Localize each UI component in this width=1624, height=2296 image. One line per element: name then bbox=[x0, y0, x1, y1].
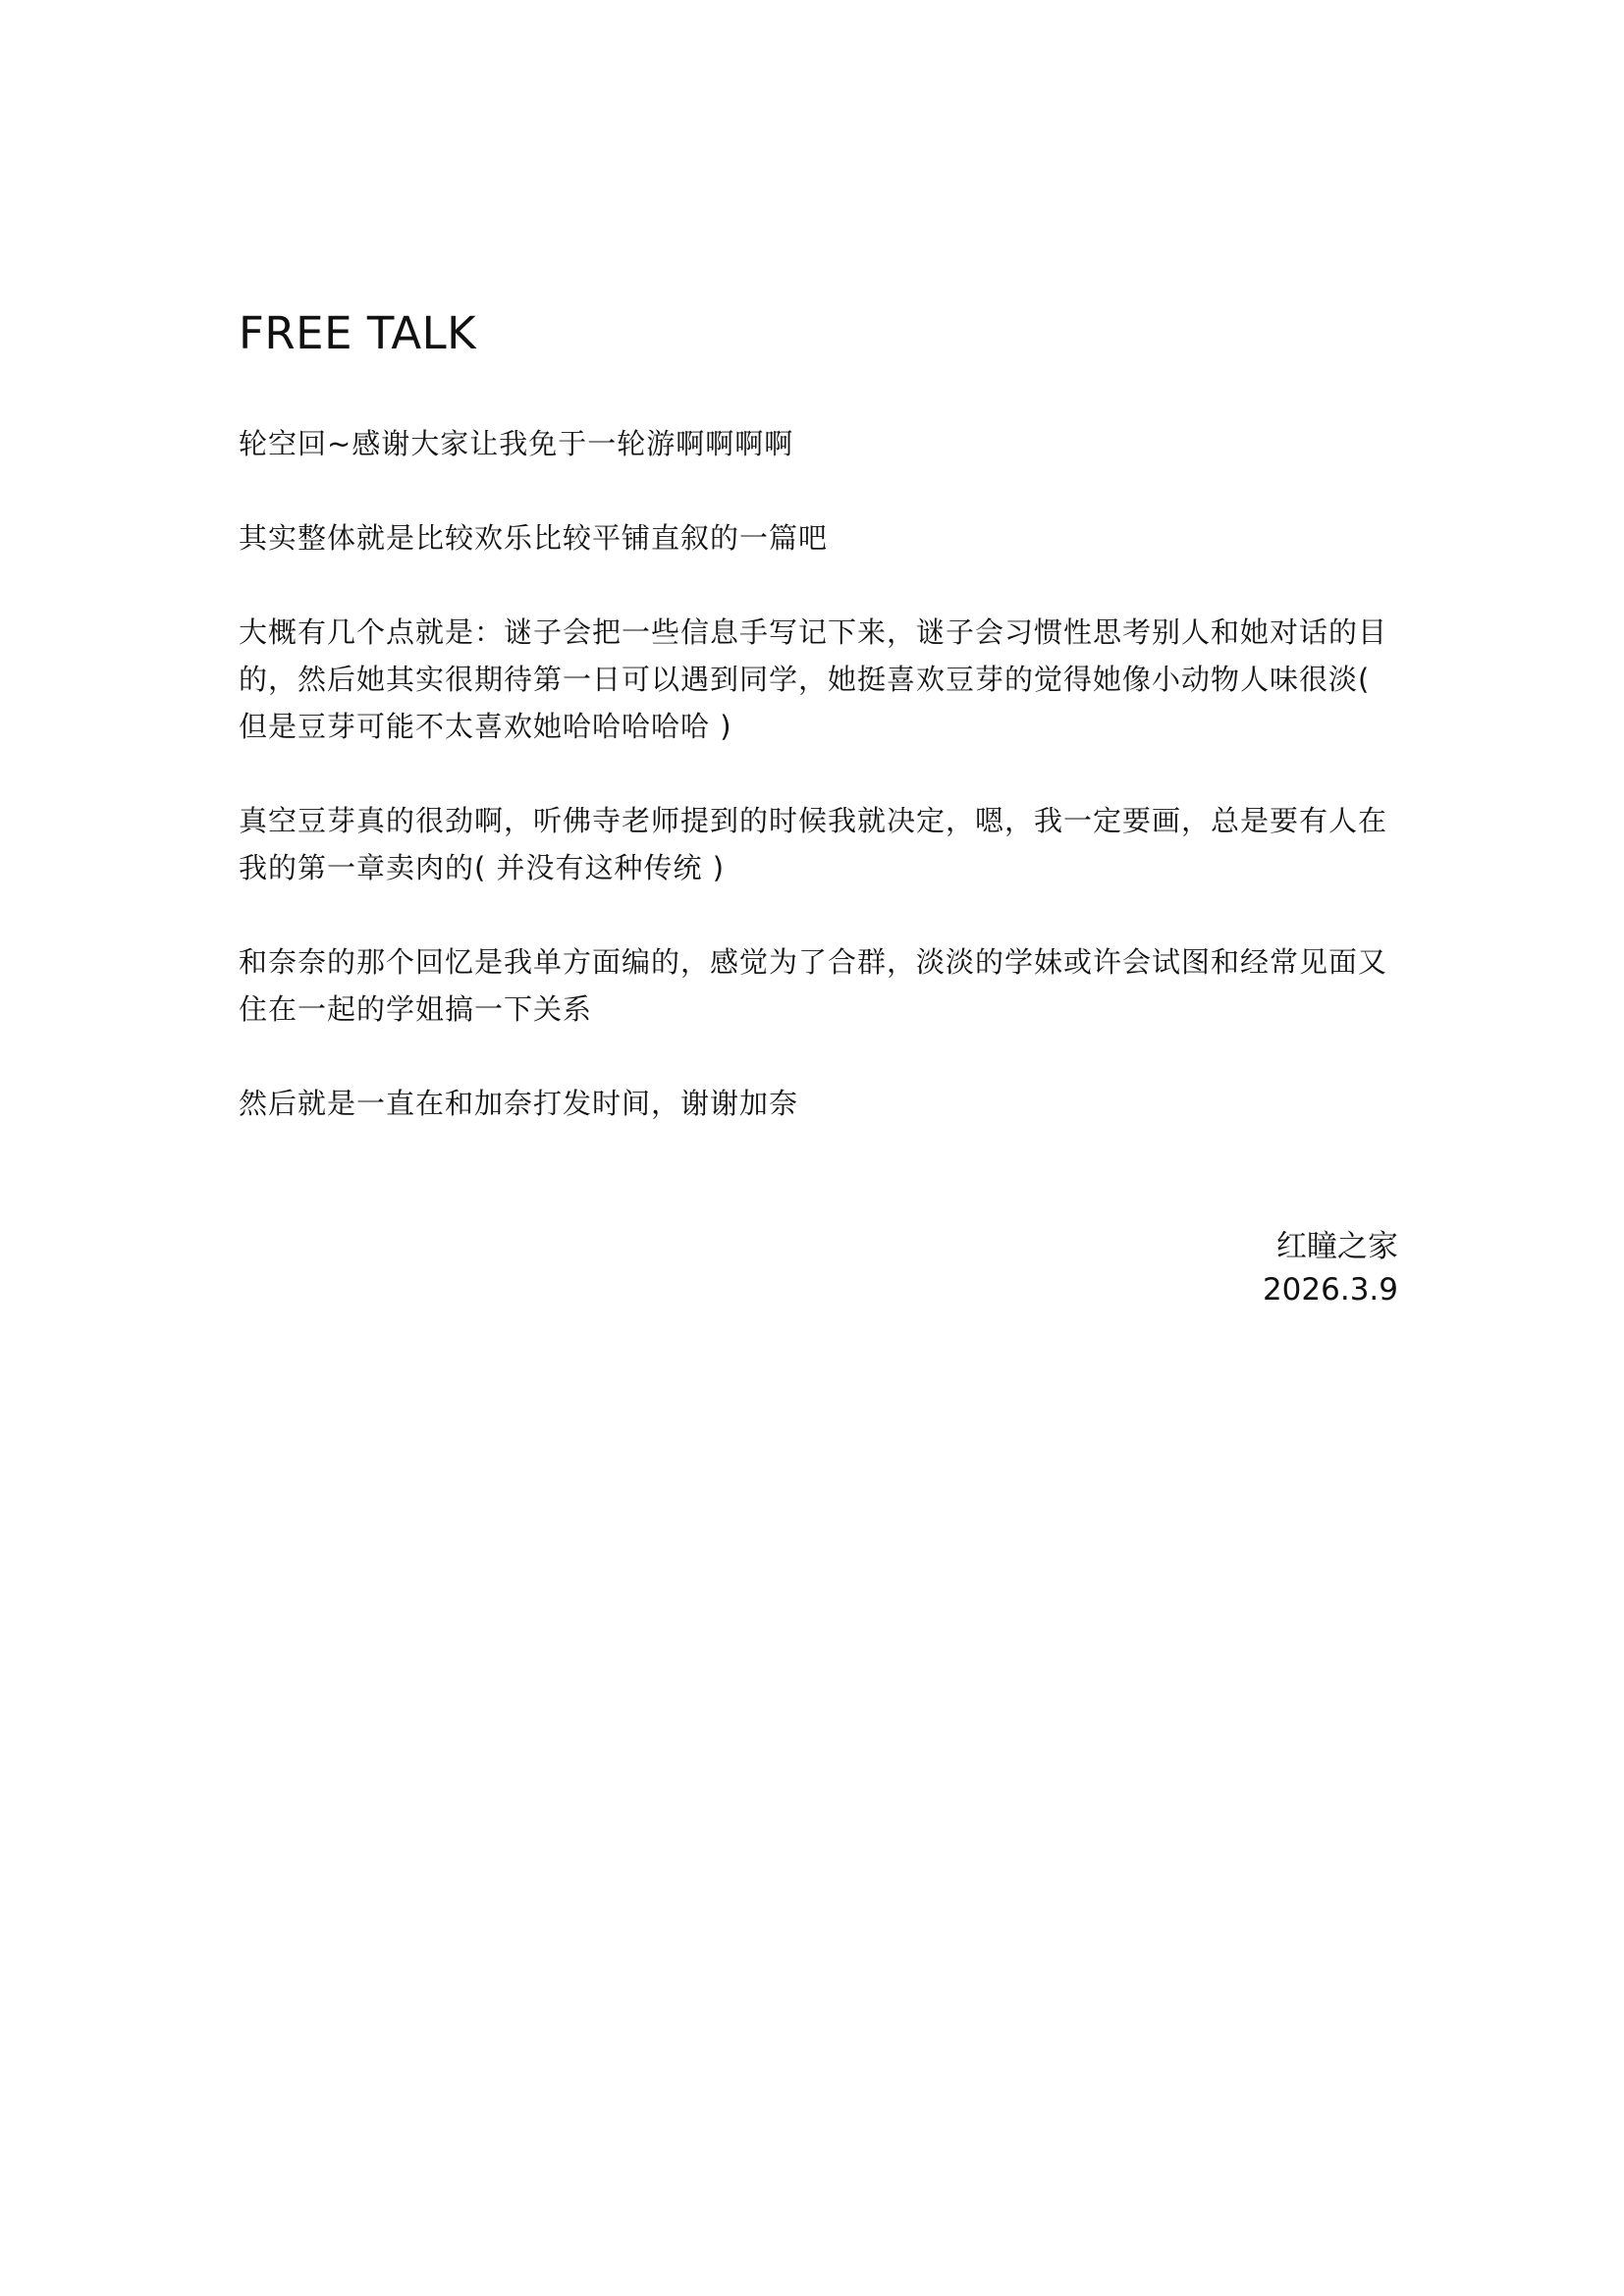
body-text bbox=[239, 420, 1397, 1127]
signature-block bbox=[1263, 1225, 1398, 1311]
signature-author: 红瞳之家 bbox=[1276, 1229, 1398, 1264]
paragraph-2: 其实整体就是比较欢乐比较平铺直叙的一篇吧 bbox=[239, 521, 829, 555]
signature-date: 2026.3.9 bbox=[1262, 1272, 1398, 1308]
paragraph-1: 轮空回~感谢大家让我免于一轮游啊啊啊啊 bbox=[239, 427, 794, 460]
paragraph-3: 大概有几个点就是：谜子会把一些信息手写记下来，谜子会习惯性思考别人和她对话的目的，然后她其实很期待第一日可以遇到同学，她挺喜欢豆芽的觉得她像小动物人味很淡( 但是豆芽可能不太喜欢她哈哈哈哈哈 ) bbox=[239, 615, 1388, 743]
page-title: FREE TALK bbox=[239, 307, 477, 359]
paragraph-5: 和奈奈的那个回忆是我单方面编的，感觉为了合群，淡淡的学妹或许会试图和经常见面又住在一起的学姐搞一下关系 bbox=[239, 945, 1388, 1026]
paragraph-4: 真空豆芽真的很劲啊，听佛寺老师提到的时候我就决定，嗯，我一定要画，总是要有人在我的第一章卖肉的( 并没有这种传统 ) bbox=[239, 804, 1388, 884]
paragraph-6: 然后就是一直在和加奈打发时间，谢谢加奈 bbox=[239, 1087, 799, 1120]
